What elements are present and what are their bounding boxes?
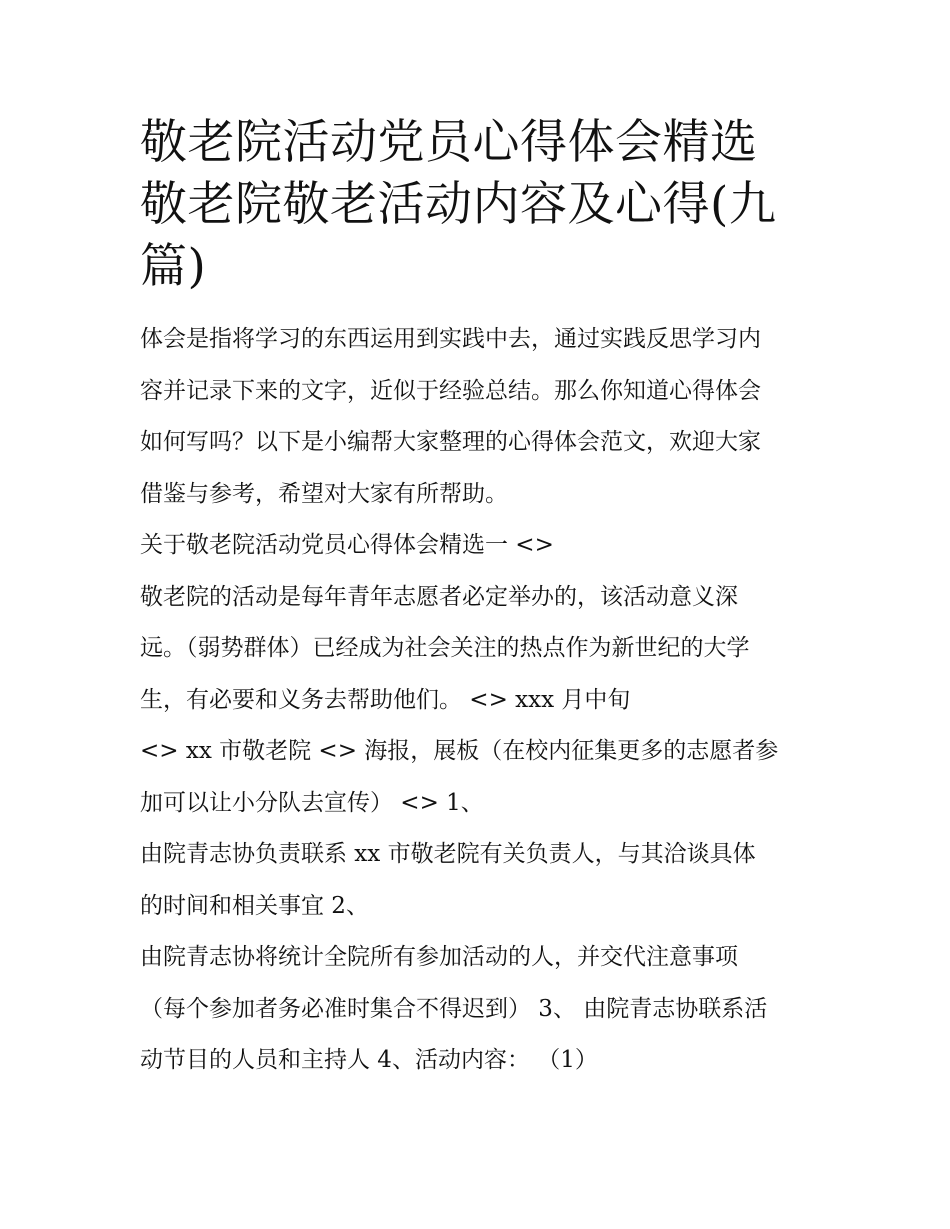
text-line: 生，有必要和义务去帮助他们。 <> xxx 月中旬	[140, 686, 631, 713]
body-paragraph	[140, 726, 820, 829]
document-title	[140, 112, 820, 298]
document-body	[140, 314, 820, 1087]
body-paragraph	[140, 932, 820, 1087]
text-line: <> xx 市敬老院 <> 海报，展板（在校内征集更多的志愿者参	[140, 738, 779, 764]
title-line: 敬老院活动党员心得体会精选	[140, 115, 758, 170]
section-heading	[140, 520, 820, 572]
text-line: 容并记录下来的文字，近似于经验总结。那么你知道心得体会	[140, 377, 761, 404]
text-line: 由院青志协负责联系 xx 市敬老院有关负责人，与其洽谈具体	[140, 841, 756, 867]
text-line: 借鉴与参考，希望对大家有所帮助。	[140, 480, 508, 507]
intro-paragraph	[140, 314, 820, 520]
text-line: 由院青志协将统计全院所有参加活动的人，并交代注意事项	[140, 944, 738, 970]
body-paragraph	[140, 829, 820, 932]
title-line: 敬老院敬老活动内容及心得(九	[140, 177, 777, 232]
text-line: 远。（弱势群体）已经成为社会关注的热点作为新世纪的大学	[140, 635, 750, 661]
text-line: 如何写吗？以下是小编帮大家整理的心得体会范文，欢迎大家	[140, 429, 761, 455]
text-line: 动节目的人员和主持人 4、活动内容： （1）	[140, 1047, 598, 1073]
text-line: 的时间和相关事宜 2、	[140, 892, 369, 919]
text-line: 关于敬老院活动党员心得体会精选一 <>	[140, 532, 554, 558]
text-line: （每个参加者务必准时集合不得迟到） 3、 由院青志协联系活	[140, 995, 768, 1022]
title-line: 篇)	[140, 239, 207, 294]
document-content	[140, 112, 820, 1087]
text-line: 敬老院的活动是每年青年志愿者必定举办的，该活动意义深	[140, 583, 738, 610]
body-paragraph	[140, 572, 820, 727]
text-line: 体会是指将学习的东西运用到实践中去，通过实践反思学习内	[140, 326, 761, 352]
text-line: 加可以让小分队去宣传） <> 1、	[140, 789, 484, 816]
